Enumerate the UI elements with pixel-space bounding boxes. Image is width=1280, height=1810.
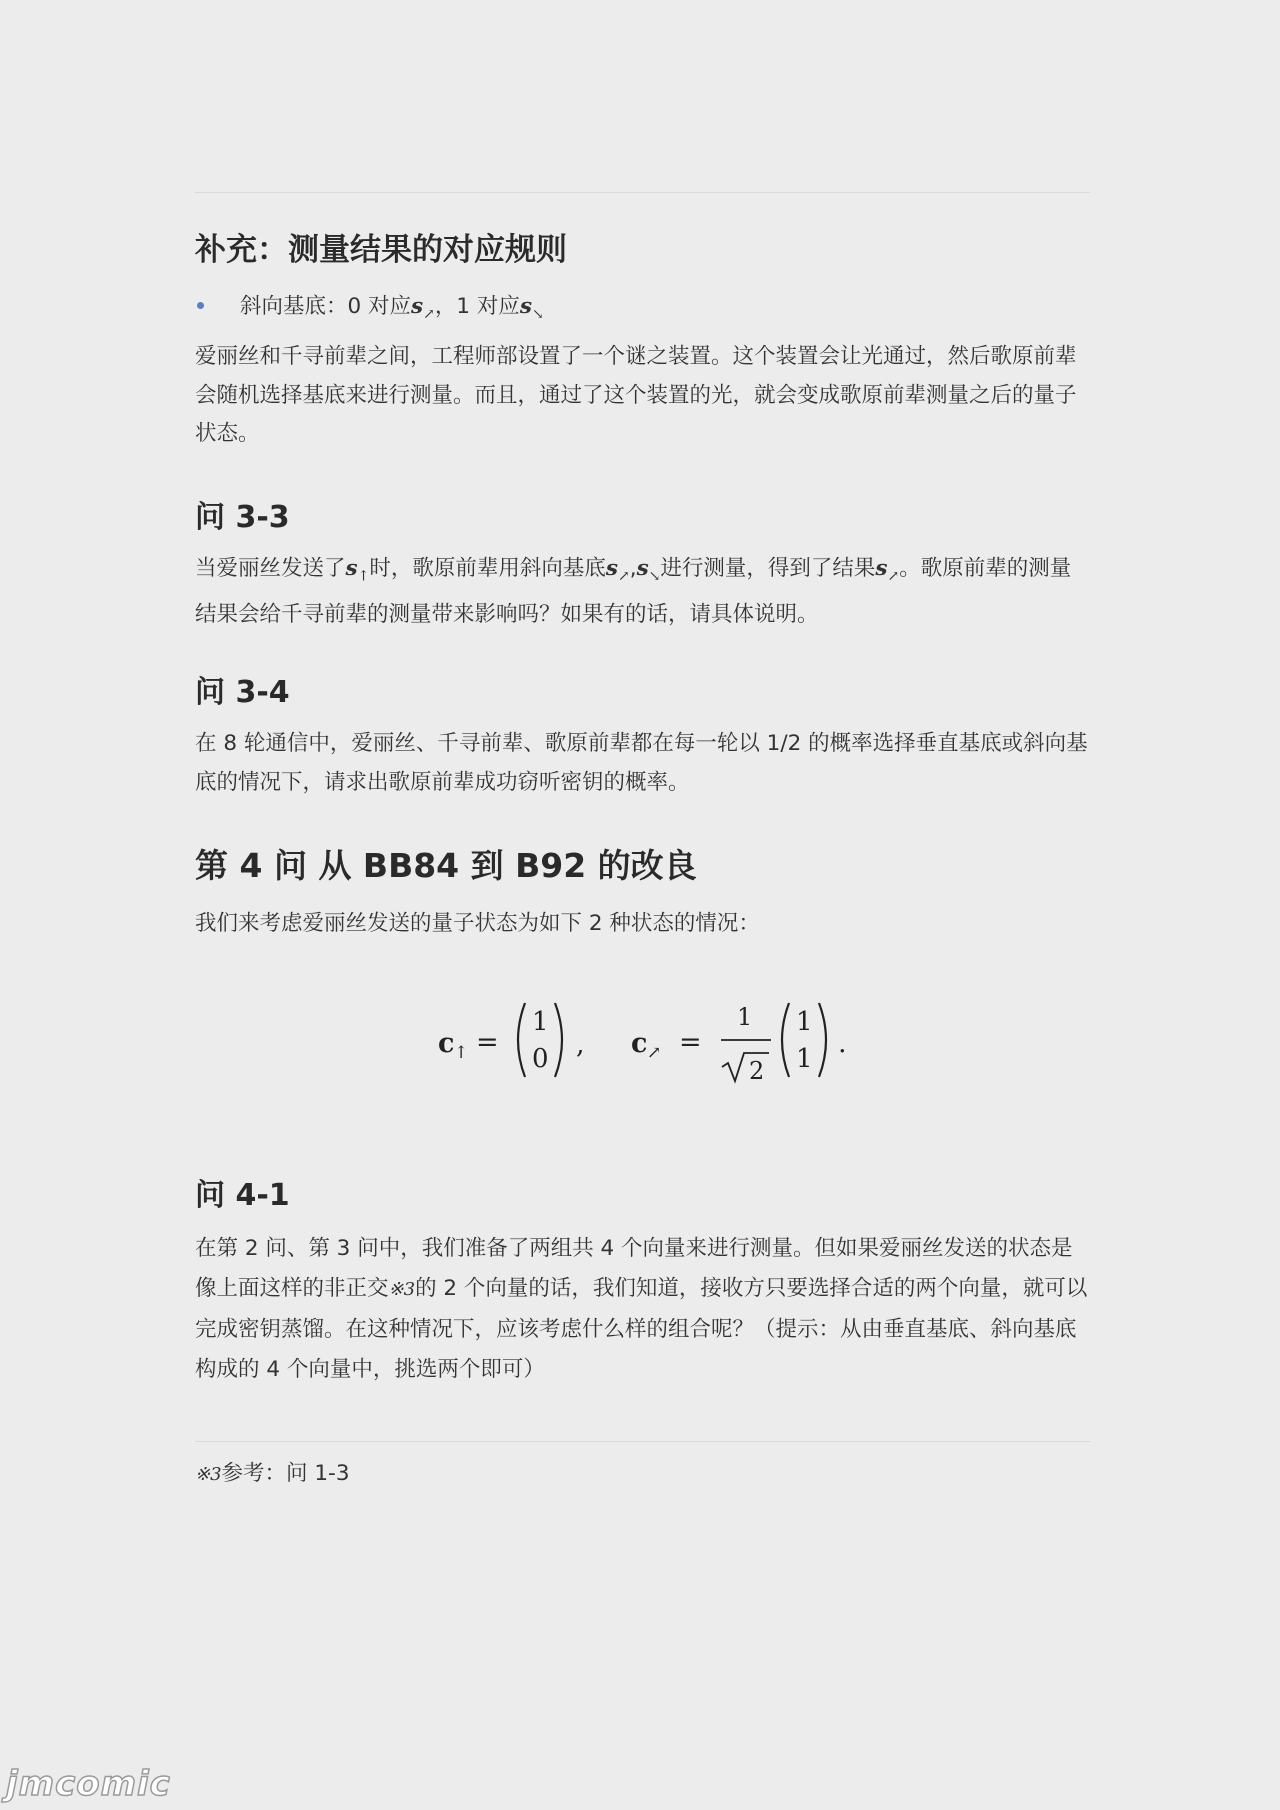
formula-sub-up: ↑ [454,1043,469,1063]
question-3-3-paragraph: 当爱丽丝发送了$s_↑$时，歌原前辈用斜向基底$s_↗,s_↘$进行测量，得到了结果$s_↗$。歌原前辈的测量结果会给千寻前辈的测量带来影响吗？如果有的话，请具体说明。 [195,556,1072,627]
watermark-logo: jmcomic [6,1764,171,1804]
formula-v2-bottom: 1 [796,1044,813,1074]
symbol-s-diag-down: $s_↘$ [519,294,544,323]
footnote-mark: ※3 [195,1464,222,1485]
footnote-reference[interactable]: ※3 [388,1279,416,1300]
question-4-1-paragraph: 在第 2 问、第 3 问中，我们准备了两组共 4 个向量来进行测量。但如果爱丽丝发送的状态是像上面这样的非正交※3的 2 个向量的话，我们知道，接收方只要选择合适的两个向量，就可以完成密钥蒸馏。在这种情况下，应该考虑什么样的组合呢？（提示：从由垂直基底、斜向基底构成的 4 个向量中，挑选两个即可） [195,1236,1088,1382]
formula-v1-bottom: 0 [532,1044,549,1074]
formula-period: . [838,1028,847,1059]
state-vectors-formula [195,985,1090,1095]
supplement-intro-paragraph: 爱丽丝和千寻前辈之间，工程师部设置了一个谜之装置。这个装置会让光通过，然后歌原前辈会随机选择基底来进行测量。而且，通过了这个装置的光，就会变成歌原前辈测量之后的量子状态。 [195,344,1077,446]
footnote [195,1455,1090,1495]
bullet-icon [197,302,204,309]
symbol-s-diag-down: $s_↘$ [636,556,661,585]
section-divider-top [195,192,1090,193]
formula-paren-right-1 [555,1003,562,1077]
question-3-4-paragraph: 在 8 轮通信中，爱丽丝、千寻前辈、歌原前辈都在每一轮以 1/2 的概率选择垂直基底或斜向基底的情况下，请求出歌原前辈成功窃听密钥的概率。 [195,731,1088,795]
formula-sub-diag: ↗ [647,1043,662,1063]
symbol-s-diag-up-result: $s_↗$ [875,556,900,585]
question-4-1-heading: 问 4-1 [195,1178,290,1213]
bullet-text-prefix: 斜向基底：0 对应 [240,294,412,319]
formula-frac-numerator: 1 [737,1003,753,1031]
formula-v1-top: 1 [532,1007,549,1037]
symbol-s-diag-up: $s_↗$ [605,556,630,585]
formula-paren-left-2 [782,1003,789,1077]
question-4-heading: 第 4 问 从 BB84 到 B92 的改良 [195,846,697,885]
formula-c-diag: c [631,1028,648,1059]
formula-paren-right-2 [819,1003,826,1077]
supplement-heading: 补充：测量结果的对应规则 [195,232,567,268]
bullet-text-middle: ，1 对应 [434,294,520,319]
symbol-s-up: $s_↑$ [345,556,370,585]
footnote-divider [195,1441,1090,1442]
formula-equals-2: = [679,1027,702,1058]
question-4-intro-paragraph: 我们来考虑爱丽丝发送的量子状态为如下 2 种状态的情况： [195,911,760,936]
bullet-item-diagonal-basis [195,288,544,333]
question-3-4-heading: 问 3-4 [195,675,290,710]
formula-equals-1: = [476,1027,499,1058]
footnote-text: 参考：问 1-3 [221,1461,350,1486]
formula-comma: , [576,1029,585,1060]
formula-c-up: c [438,1028,455,1059]
formula-sqrt-radicand: 2 [749,1057,765,1085]
formula-v2-top: 1 [796,1007,813,1037]
symbol-s-diag-up: $s_↗$ [411,294,435,323]
formula-paren-left-1 [518,1003,525,1077]
question-3-3-heading: 问 3-3 [195,500,290,535]
